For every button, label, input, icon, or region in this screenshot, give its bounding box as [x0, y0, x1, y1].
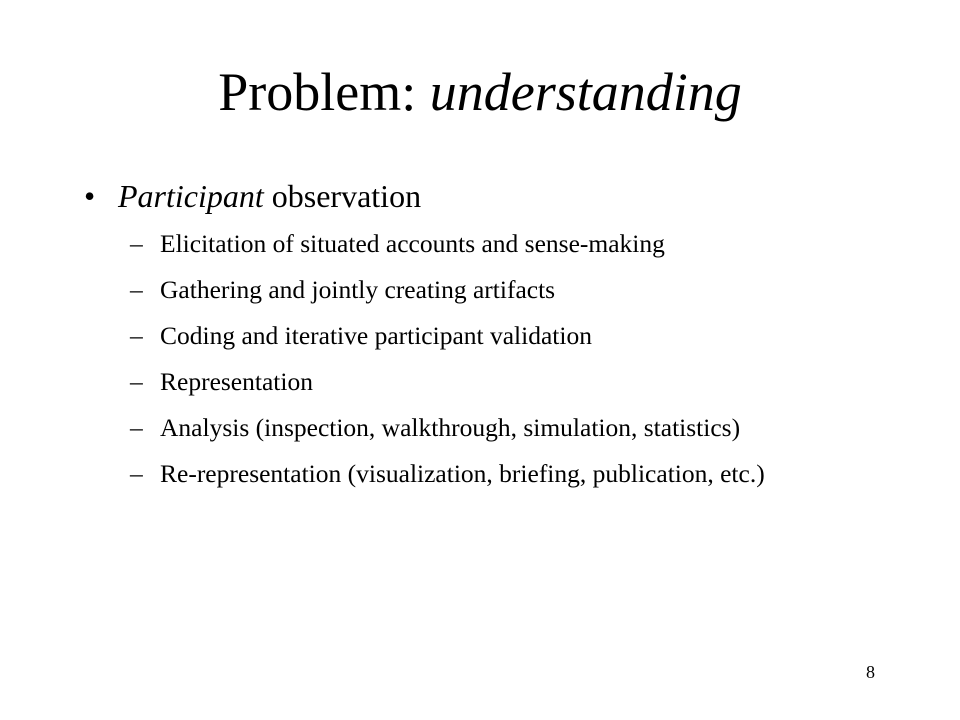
page-number: 8: [866, 662, 875, 682]
slide-title-plain: Problem:: [218, 62, 430, 122]
dash-marker: –: [130, 459, 143, 488]
slide-title-italic: understanding: [429, 62, 742, 122]
dash-marker: –: [130, 367, 143, 396]
sub-bullet-item: [130, 228, 890, 260]
sub-bullet-text: Elicitation of situated accounts and sense-making: [160, 229, 665, 258]
sub-bullet-text: Analysis (inspection, walkthrough, simulation, statistics): [160, 413, 741, 442]
sub-bullet-item: [130, 412, 890, 444]
sub-bullet-item: [130, 366, 890, 398]
sub-bullet-text: Gathering and jointly creating artifacts: [160, 275, 556, 304]
dash-marker: –: [130, 413, 143, 442]
dash-marker: –: [130, 275, 143, 304]
sub-bullet-item: [130, 458, 890, 490]
main-bullet: [84, 176, 421, 216]
bullet-plain-text: observation: [263, 178, 422, 214]
bullet-italic-text: Participant: [118, 178, 264, 214]
slide-title: [0, 56, 960, 128]
sub-bullet-list: [130, 228, 890, 504]
sub-bullet-text: Re-representation (visualization, briefing, publication, etc.): [160, 459, 765, 488]
sub-bullet-text: Coding and iterative participant validation: [160, 321, 592, 350]
dash-marker: –: [130, 321, 143, 350]
bullet-marker: •: [84, 178, 96, 214]
dash-marker: –: [130, 229, 143, 258]
sub-bullet-text: Representation: [160, 367, 313, 396]
sub-bullet-item: [130, 274, 890, 306]
sub-bullet-item: [130, 320, 890, 352]
